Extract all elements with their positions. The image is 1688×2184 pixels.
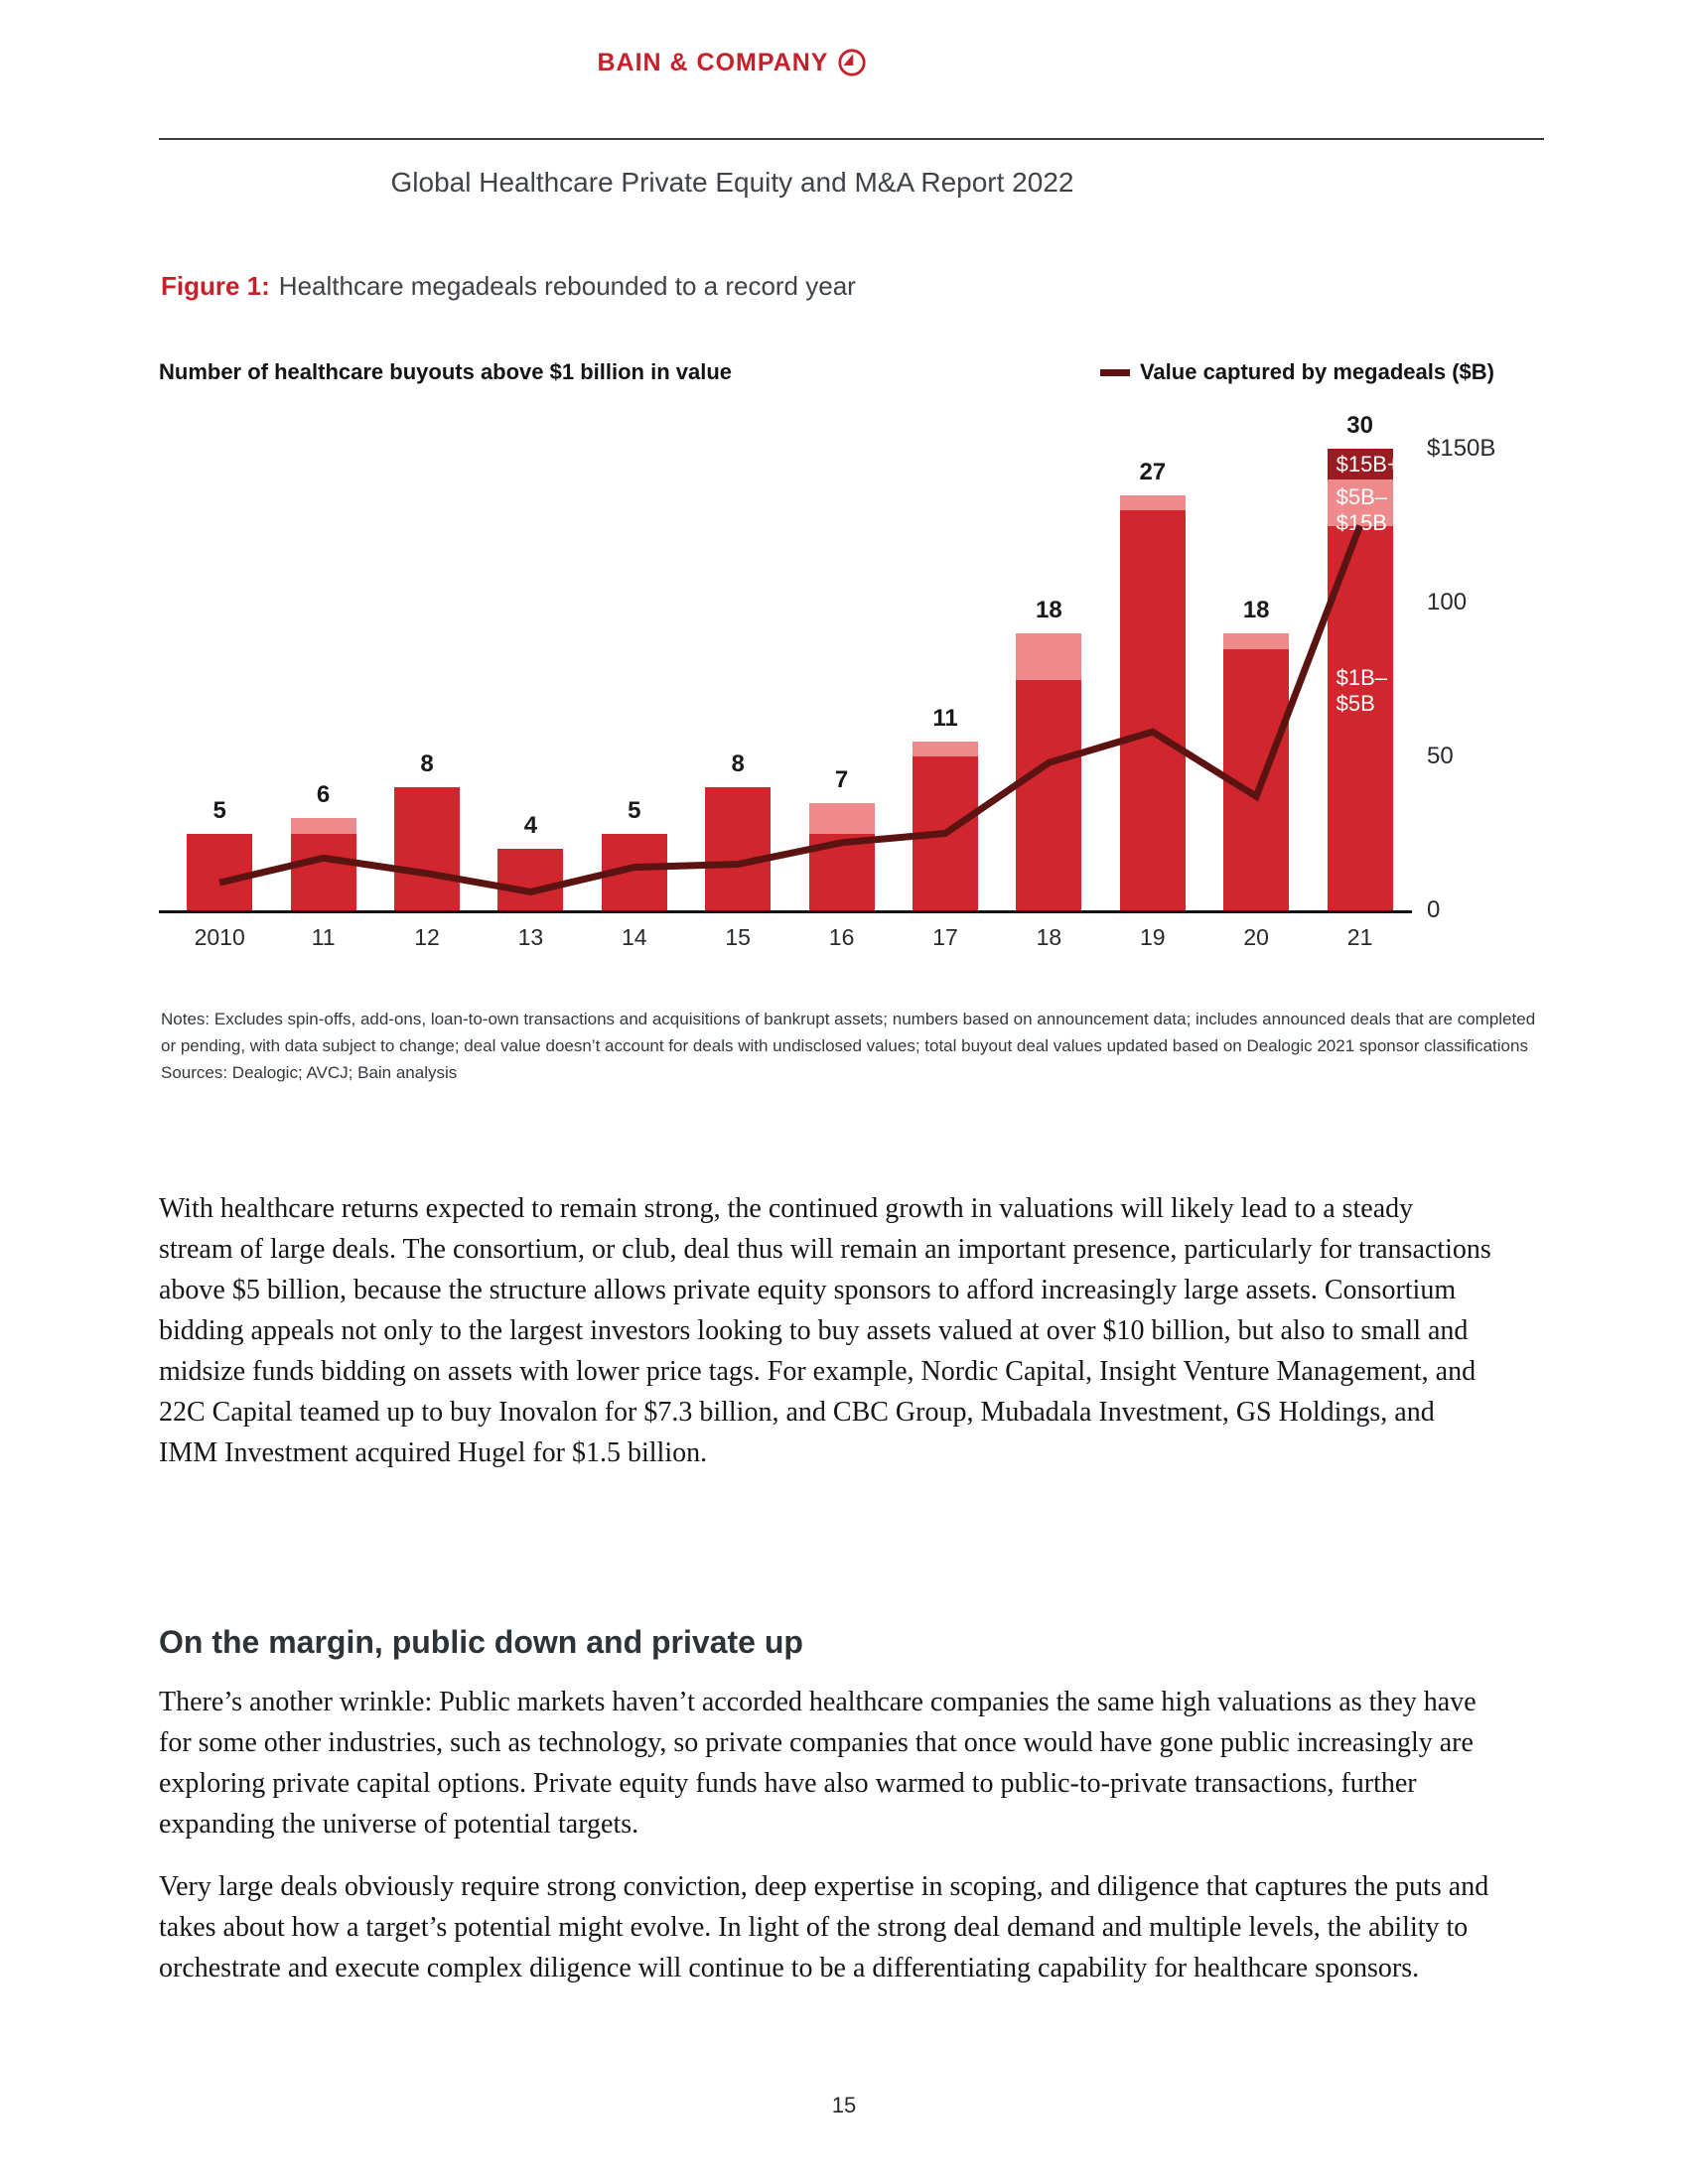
bar-segment [705, 787, 771, 910]
body-paragraph-3: Very large deals obviously require strong conviction, deep expertise in scoping, and diligence that captures the puts and takes about how a target’s potential might evolve. In light of the strong deal demand and multiple levels, the ability to orchestrate and execute complex diligence will continue to be a differentiating capability for healthcare sponsors. [159, 1871, 1489, 1983]
figure-1-chart [159, 359, 1549, 975]
bar-17 [913, 742, 978, 911]
segment-label-5b-15b: $5B– $15B [1336, 484, 1387, 535]
bar-segment [1223, 649, 1289, 911]
report-title: Global Healthcare Private Equity and M&A Report 2022 [390, 167, 1074, 198]
x-tick-label: 20 [1243, 924, 1269, 950]
bain-logo-text: BAIN & COMPANY [597, 48, 829, 76]
bar-segment [809, 834, 875, 911]
y-tick-label: 50 [1427, 743, 1454, 769]
bar-value-label: 8 [420, 751, 434, 777]
bar-19 [1120, 495, 1186, 911]
plot-area [159, 412, 1549, 975]
bar-segment [1120, 510, 1186, 910]
bar-value-label: 7 [834, 765, 849, 793]
figure-caption: Healthcare megadeals rebounded to a record year [278, 271, 856, 301]
bar-segment [913, 756, 978, 910]
x-tick-label: 16 [828, 924, 855, 950]
y-tick-label: 0 [1427, 896, 1441, 923]
y-tick-label: $150B [1427, 435, 1496, 462]
bar-value-label: 18 [1242, 597, 1270, 623]
figure-title [161, 271, 856, 302]
page-number: 15 [831, 2093, 857, 2117]
bar-segment [497, 849, 563, 910]
bar-segment [291, 818, 356, 834]
bar-plot [159, 412, 1412, 913]
y-tick-label: 100 [1427, 589, 1468, 615]
x-tick-label: 18 [1036, 924, 1062, 950]
chart-notes [161, 1006, 1546, 1086]
bar-segment [187, 834, 252, 911]
bar-value-label: 5 [212, 796, 226, 824]
line-legend [1100, 359, 1494, 385]
bar-16 [809, 803, 875, 911]
figure-label: Figure 1: [161, 271, 270, 301]
segment-label-1b-5b: $1B– $5B [1336, 665, 1387, 716]
x-tick-label: 19 [1140, 924, 1166, 950]
notes-text: Notes: Excludes spin-offs, add-ons, loan-to-own transactions and acquisitions of bankrupt assets; numbers based on announcement data; includes announced deals that are completed or pending, with data subject to change; deal value doesn’t account for deals with undisclosed values; total buyout deal values updated based on Dealogic 2021 sponsor classifications [161, 1010, 1536, 1055]
bar-11 [291, 818, 356, 910]
bar-12 [394, 787, 460, 910]
bar-value-label: 11 [932, 704, 958, 732]
x-tick-label: 17 [932, 924, 958, 950]
x-tick-label: 13 [517, 924, 544, 950]
bar-20 [1223, 633, 1289, 910]
bain-logo [598, 48, 868, 77]
body-paragraph-1: With healthcare returns expected to remain strong, the continued growth in valuations will likely lead to a steady stream of large deals. The consortium, or club, deal thus will remain an important presence, particularly for transactions above $5 billion, because the structure allows private equity sponsors to afford increasingly large assets. Consortium bidding appeals not only to the largest investors looking to buy assets valued at over $10 billion, but also to small and midsize funds bidding on assets with lower price tags. For example, Nordic Capital, Insight Venture Management, and 22C Capital teamed up to buy Inovalon for $7.3 billion, and CBC Group, Mubadala Investment, GS Holdings, and IMM Investment acquired Hugel for $1.5 billion. [159, 1193, 1491, 1468]
bar-13 [497, 849, 563, 910]
x-tick-label: 15 [725, 924, 751, 950]
page-header [159, 48, 1306, 77]
section-heading: On the margin, public down and private up [159, 1624, 803, 1660]
bar-value-label: 8 [731, 751, 745, 777]
bar-value-label: 4 [523, 812, 538, 839]
bar-value-label: 18 [1036, 597, 1062, 623]
x-tick-label: 11 [311, 924, 336, 950]
segment-label-15b-plus: $15B+ [1336, 452, 1400, 477]
bar-2010 [187, 834, 252, 911]
year-axis [159, 924, 1412, 964]
line-legend-swatch [1100, 369, 1130, 376]
bar-segment [913, 742, 978, 757]
bar-21 [1328, 449, 1400, 910]
body-paragraph-2: There’s another wrinkle: Public markets haven’t accorded healthcare companies the same high valuations as they have for some other industries, such as technology, so private companies that once would have gone public increasingly are exploring private capital options. Private equity funds have also warmed to public-to-private transactions, further expanding the universe of potential targets. [159, 1687, 1477, 1840]
bar-segment [1016, 633, 1081, 680]
bar-segment [602, 834, 667, 911]
bar-value-label: 30 [1346, 412, 1373, 439]
x-tick-label: 2010 [194, 924, 245, 950]
sources-text: Sources: Dealogic; AVCJ; Bain analysis [161, 1063, 458, 1082]
chart-axis-title: Number of healthcare buyouts above $1 billion in value [159, 359, 733, 384]
bar-segment [1016, 680, 1081, 911]
bar-segment [809, 803, 875, 834]
bar-value-label: 6 [316, 781, 331, 808]
chart-header [159, 359, 1494, 385]
right-value-axis [1427, 435, 1546, 923]
bar-18 [1016, 633, 1081, 910]
bar-value-label: 27 [1139, 458, 1167, 485]
bar-15 [705, 787, 771, 910]
bain-compass-icon [837, 48, 867, 77]
bar-segment [1223, 633, 1289, 649]
bar-segment [394, 787, 460, 910]
bar-segment [1120, 495, 1186, 511]
x-tick-label: 12 [414, 924, 440, 950]
bar-segment [291, 834, 356, 911]
bar-segment [1328, 526, 1393, 911]
bar-value-label: 5 [628, 796, 641, 824]
bar-14 [602, 834, 667, 911]
x-tick-label: 14 [622, 924, 647, 950]
header-divider [159, 138, 1544, 140]
x-tick-label: 21 [1346, 924, 1373, 950]
line-legend-label: Value captured by megadeals ($B) [1139, 359, 1494, 384]
